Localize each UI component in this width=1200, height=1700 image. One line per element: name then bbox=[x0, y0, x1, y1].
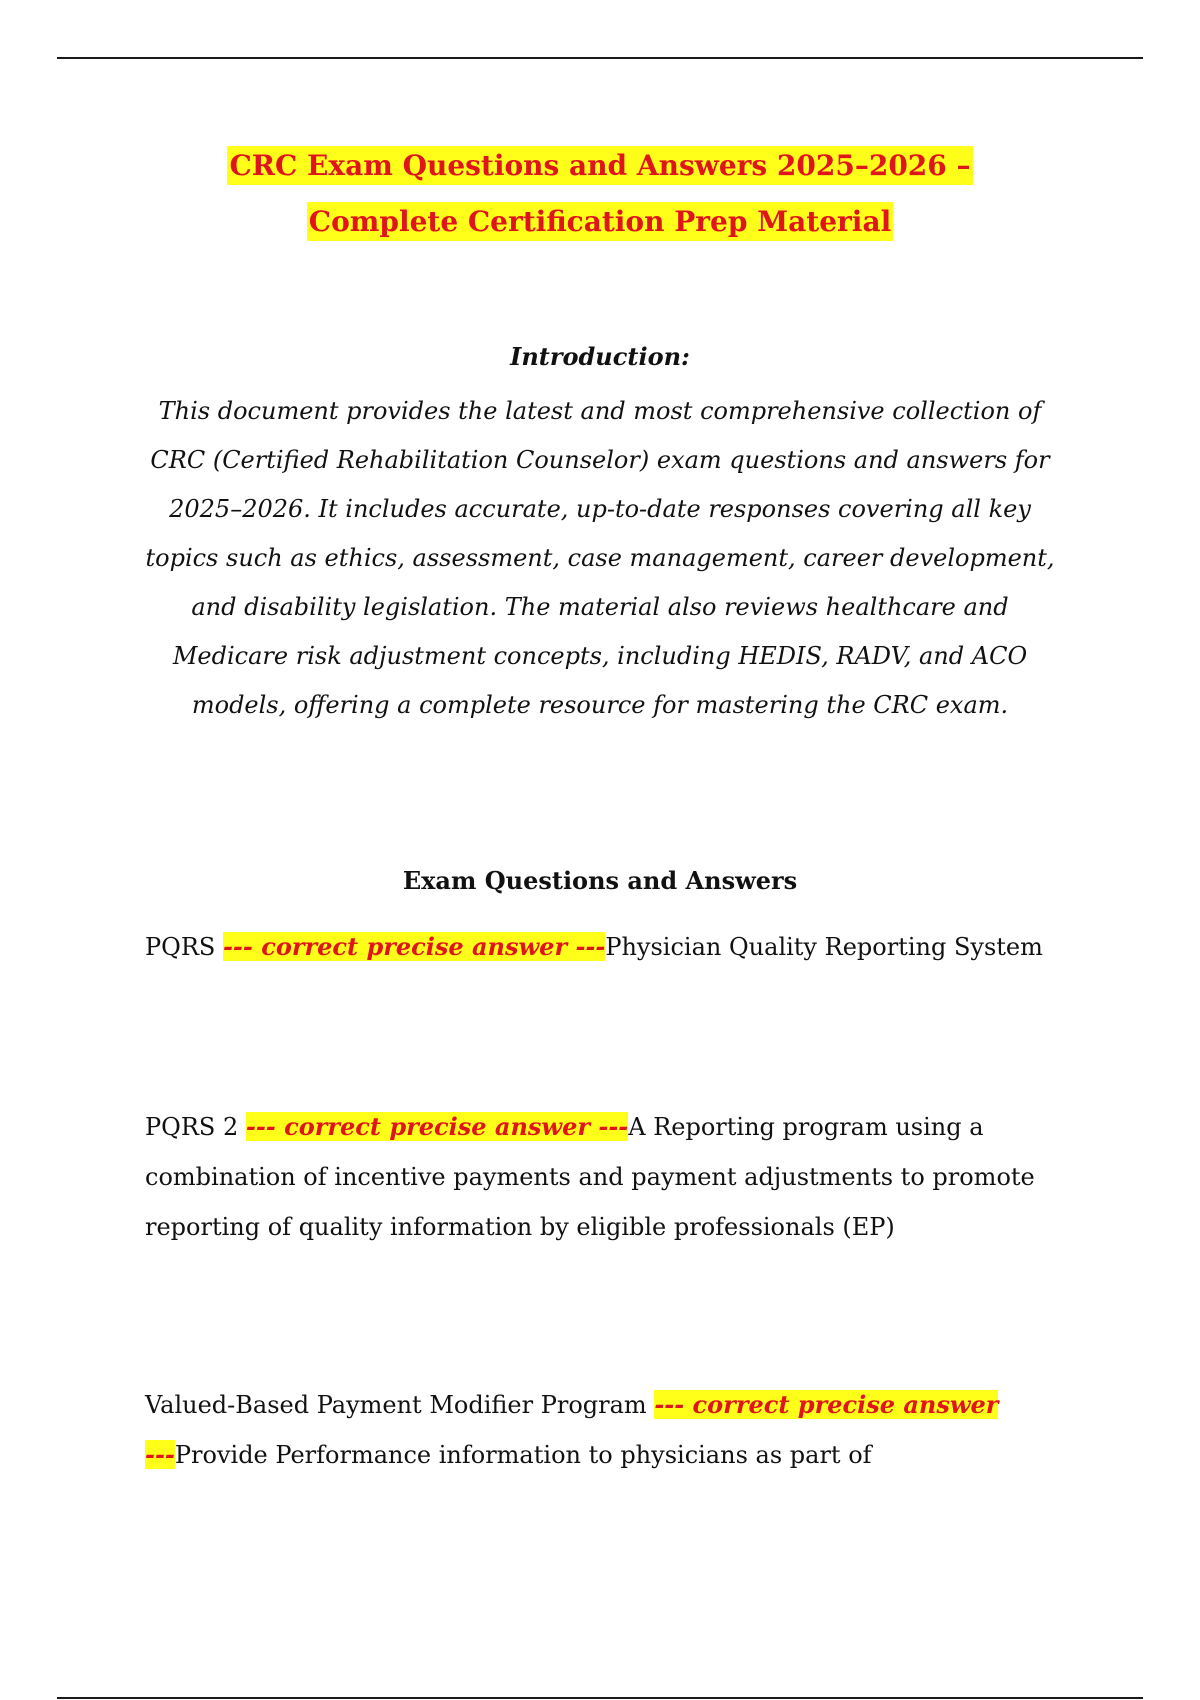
qa-answer: Physician Quality Reporting System bbox=[605, 933, 1043, 961]
answer-marker: --- correct precise answer --- bbox=[245, 1112, 629, 1141]
bottom-rule bbox=[57, 1697, 1143, 1699]
qa-answer: Provide Performance information to physicians as part of bbox=[174, 1441, 872, 1469]
title-line-1: CRC Exam Questions and Answers 2025–2026 – bbox=[227, 146, 972, 185]
top-rule bbox=[57, 57, 1143, 59]
qa-term: PQRS bbox=[145, 933, 223, 961]
qa-answer: A Reporting program using a combination of incentive payments and payment adjustments to promote reporting of quality information by eligible professionals (EP) bbox=[145, 1113, 1035, 1241]
introduction-heading: Introduction: bbox=[510, 342, 690, 371]
answer-marker: --- correct precise answer bbox=[654, 1390, 999, 1419]
section-heading: Exam Questions and Answers bbox=[402, 866, 798, 895]
qa-item bbox=[145, 1102, 1075, 1252]
qa-term: Valued-Based Payment Modifier Program bbox=[145, 1391, 655, 1419]
document-title bbox=[100, 138, 1100, 250]
qa-item bbox=[145, 1380, 1075, 1480]
title-line-2: Complete Certification Prep Material bbox=[307, 202, 893, 241]
answer-marker: --- correct precise answer --- bbox=[222, 932, 606, 961]
answer-marker-end: --- bbox=[145, 1440, 175, 1469]
qa-term: PQRS 2 bbox=[145, 1113, 246, 1141]
qa-item bbox=[145, 922, 1075, 972]
introduction-paragraph: This document provides the latest and most comprehensive collection of CRC (Certified Rehabilitation Counselor) exam questions and answers for 2025–2026. It includes accurate, up-to-date responses covering all key topics such as ethics, assessment, case management, career development, and disability legislation. The material also reviews healthcare and Medicare risk adjustment concepts, including HEDIS, RADV, and ACO models, offering a complete resource for mastering the CRC exam. bbox=[145, 397, 1055, 719]
